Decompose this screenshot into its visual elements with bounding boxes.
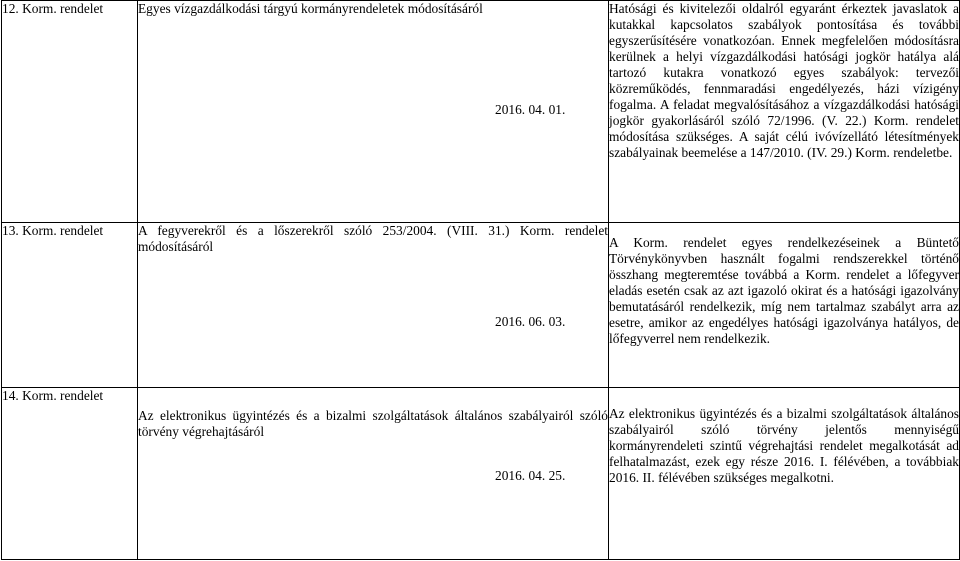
regulation-description-text: Az elektronikus ügyintézés és a bizalmi szolgáltatások általános szabályairól szóló törvény jelentős mennyiségű kormányrendeleti szintű végrehajtási rendelet megalkotását ad felhatalmazást, ezek egy része 2016. I. félévében, a továbbiak 2016. II. félévében szükséges megalkotni. [609, 406, 959, 485]
regulation-description-text: A Korm. rendelet egyes rendelkezéseinek a Büntető Törvénykönyvben használt fogalmi rendszerekkel történő összhang megteremtése továbbá a Korm. rendelet a lőfegyver eladás esetén csak az azt igazoló okirat és a hatósági igazolvány bemutatásáról rendelkezik, míg nem tartalmaz szabályt arra az esetre, amikor az engedélyes hatósági igazolványa hatályos, de lőfegyverrel nem rendelkezik. [609, 235, 959, 346]
regulation-date-12: 2016. 04. 01. [495, 102, 566, 117]
regulation-description-text: Hatósági és kivitelezői oldalról egyaránt érkeztek javaslatok a kutakkal kapcsolatos szabályok pontosítása és további egyszerűsítésére vonatkozóan. Ennek megfelelően módosításra kerülnek a helyi vízgazdálkodási hatósági jogkör hatálya alá tartozó kutakra vonatkozó egyes szabályok: tervezői közreműködés, fennmaradási engedélyezés, házi vízigény fogalma. A feladat megvalósításához a vízgazdálkodási hatósági jogkör gyakorlásáról szóló 72/1996. (V. 22.) Korm. rendelet módosítása szükséges. A saját célú ivóvízellátó létesítmények szabályainak beemelése a 147/2010. (IV. 29.) Korm. rendeletbe. [609, 1, 959, 160]
regulation-description [609, 1, 960, 223]
regulation-title: Az elektronikus ügyintézés és a bizalmi szolgáltatások általános szabályairól szóló törvény végrehajtásáról [138, 408, 608, 439]
regulation-number: 14. Korm. rendelet [2, 388, 138, 560]
regulation-description [609, 388, 960, 560]
table-row [2, 388, 960, 560]
regulation-title: A fegyverekről és a lőszerekről szóló 253/2004. (VIII. 31.) Korm. rendelet módosításáról [138, 223, 608, 254]
regulation-title: Egyes vízgazdálkodási tárgyú kormányrendeletek módosításáról [138, 1, 483, 16]
table-row [2, 223, 960, 388]
regulation-number: 12. Korm. rendelet [2, 1, 138, 223]
regulation-date-13: 2016. 06. 03. [495, 314, 566, 329]
regulation-description [609, 223, 960, 388]
regulation-date-14: 2016. 04. 25. [495, 468, 566, 483]
table-row [2, 1, 960, 223]
regulation-number: 13. Korm. rendelet [2, 223, 138, 388]
regulations-table [1, 0, 960, 560]
regulation-title-cell [138, 223, 609, 388]
